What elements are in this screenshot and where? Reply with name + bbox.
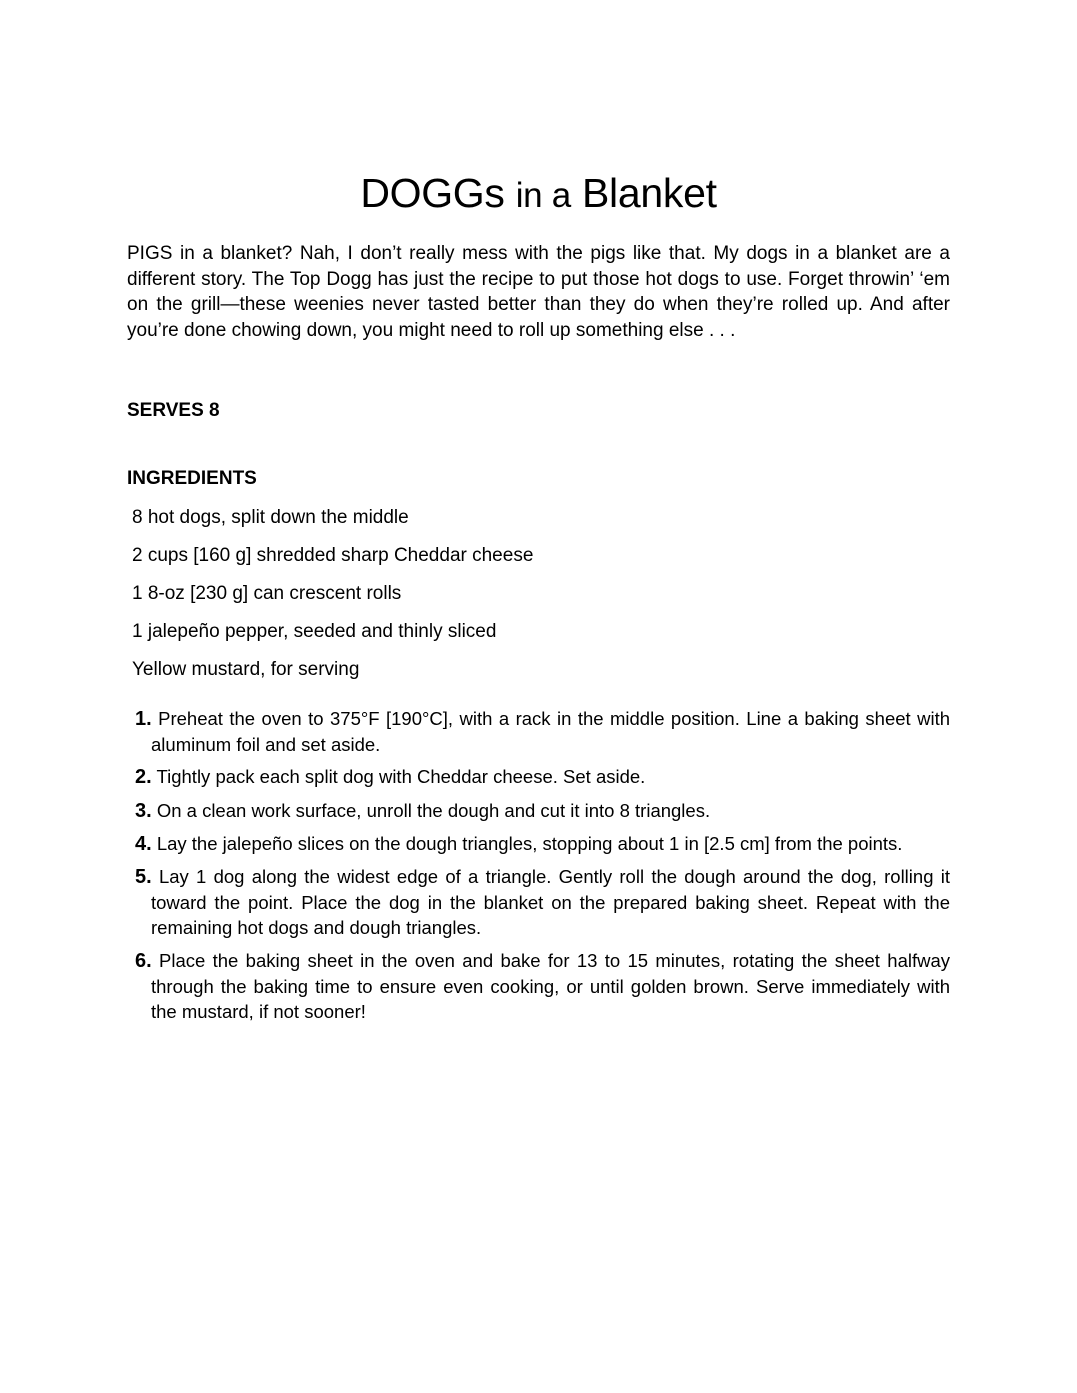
ingredient-item: 8 hot dogs, split down the middle <box>132 507 409 528</box>
step-text: Lay the jalepeño slices on the dough triangles, stopping about 1 in [2.5 cm] from the points. <box>156 832 903 854</box>
step-item <box>135 798 950 824</box>
ingredients-heading: INGREDIENTS <box>127 468 257 489</box>
step-number: 3. <box>135 799 152 822</box>
ingredient-item: Yellow mustard, for serving <box>132 659 360 680</box>
step-text: On a clean work surface, unroll the dough and cut it into 8 triangles. <box>156 799 711 821</box>
title-part-1: DOGGs <box>360 170 516 216</box>
step-number: 1. <box>135 708 152 730</box>
step-item <box>135 706 950 757</box>
ingredient-item: 1 8-oz [230 g] can crescent rolls <box>132 583 402 604</box>
step-text: Tightly pack each split dog with Cheddar cheese. Set aside. <box>156 766 646 788</box>
step-number: 5. <box>135 866 152 889</box>
recipe-title <box>127 168 950 221</box>
title-part-3: Blanket <box>570 170 717 216</box>
step-item <box>135 948 950 1025</box>
steps-list <box>135 706 950 1031</box>
step-text: Preheat the oven to 375°F [190°C], with a rack in the middle position. Line a baking sheet with aluminum foil and set aside. <box>151 708 951 756</box>
step-text: Place the baking sheet in the oven and bake for 13 to 15 minutes, rotating the sheet halfway through the baking time to ensure even cooking, or until golden brown. Serve immediately with the mustard, if not sooner! <box>151 949 951 1023</box>
serves-heading: SERVES 8 <box>127 400 220 421</box>
step-text: Lay 1 dog along the widest edge of a triangle. Gently roll the dough around the dog, rolling it toward the point. Place the dog in the blanket on the prepared baking sheet. Repeat with the remaining hot dogs and dough triangles. <box>151 866 950 939</box>
ingredients-list <box>132 505 533 695</box>
ingredient-item: 1 jalepeño pepper, seeded and thinly sliced <box>132 621 497 642</box>
step-item <box>135 764 950 790</box>
step-number: 4. <box>135 832 152 855</box>
intro-paragraph: PIGS in a blanket? Nah, I don’t really mess with the pigs like that. My dogs in a blanket are a different story. The Top Dogg has just the recipe to put those hot dogs to use. Forget throwin’ ‘em on the grill—these weenies never tasted better than they do when they’re rolled up. And after you’re done chowing down, you might need to roll up something else . . . <box>127 243 950 341</box>
ingredient-item: 2 cups [160 g] shredded sharp Cheddar cheese <box>132 545 534 566</box>
step-item <box>135 864 950 941</box>
step-item <box>135 831 950 857</box>
step-number: 6. <box>135 949 152 972</box>
title-part-2: in a <box>515 176 571 215</box>
step-number: 2. <box>135 766 152 789</box>
